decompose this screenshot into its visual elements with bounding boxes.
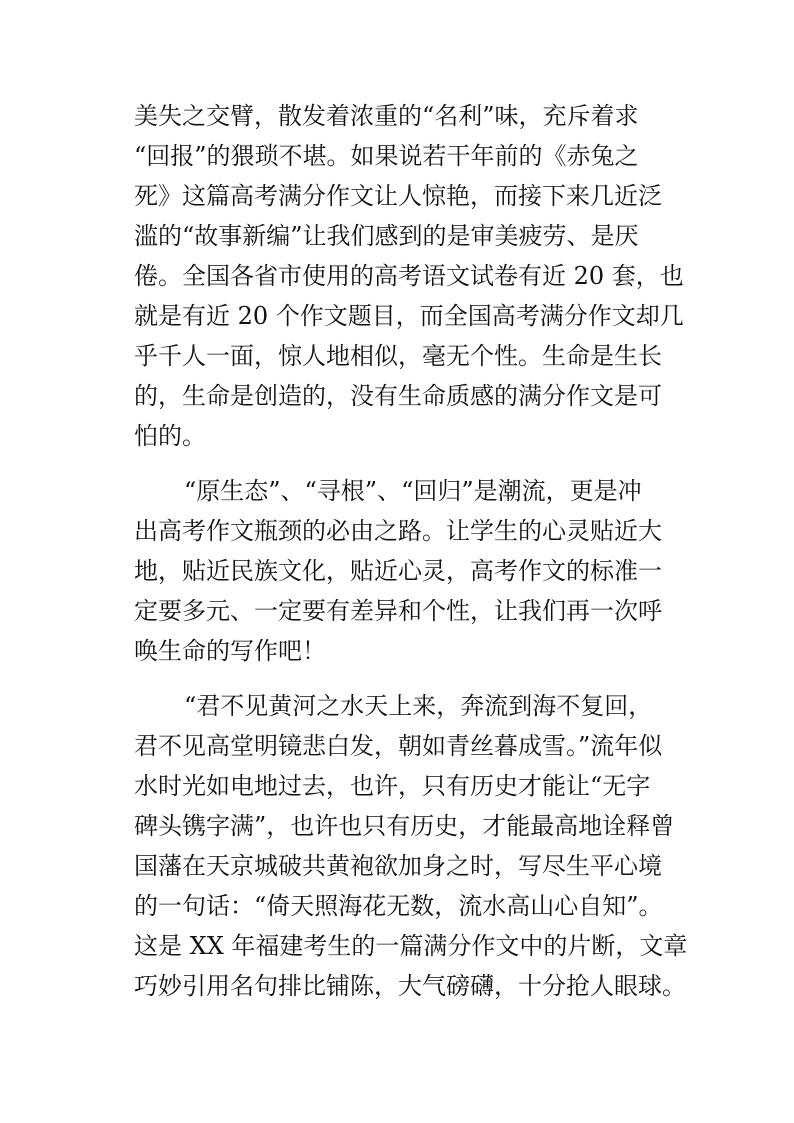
text-line: 唤生命的写作吧！ — [134, 637, 326, 665]
text-line: “回报”的猥琐不堪。如果说若干年前的《赤兔之 — [134, 142, 639, 170]
text-line: 乎千人一面，惊人地相似，毫无个性。生命是生长 — [134, 342, 662, 370]
document-body — [134, 96, 694, 1006]
text-line: 滥的“故事新编”让我们感到的是审美疲劳、是厌 — [134, 222, 639, 250]
text-line: 水时光如电地过去，也许，只有历史才能让“无字 — [134, 772, 651, 800]
text-line: 碑头镌字满”，也许也只有历史，才能最高地诠释曾 — [134, 812, 675, 840]
paragraph-2 — [134, 471, 694, 671]
text-line: 倦。全国各省市使用的高考语文试卷有近 20 套，也 — [134, 262, 684, 290]
text-line: 的，生命是创造的，没有生命质感的满分作文是可 — [134, 382, 662, 410]
text-line: 定要多元、一定要有差异和个性，让我们再一次呼 — [134, 597, 662, 625]
text-line: 就是有近 20 个作文题目，而全国高考满分作文却几 — [134, 302, 684, 330]
text-line: 出高考作文瓶颈的必由之路。让学生的心灵贴近大 — [134, 517, 662, 545]
text-line: “君不见黄河之水天上来，奔流到海不复回， — [184, 692, 653, 720]
text-line: 巧妙引用名句排比铺陈，大气磅礴，十分抢人眼球。 — [134, 972, 686, 1000]
text-line: 这是 XX 年福建考生的一篇满分作文中的片断，文章 — [134, 932, 688, 960]
text-line: 国藩在天京城破共黄袍欲加身之时，写尽生平心境 — [134, 852, 662, 880]
text-line: “原生态”、“寻根”、“回归”是潮流，更是冲 — [184, 477, 642, 505]
text-line: 的一句话：“倚天照海花无数，流水高山心自知”。 — [134, 892, 663, 920]
paragraph-3 — [134, 686, 694, 1006]
text-line: 怕的。 — [134, 422, 206, 450]
paragraph-1 — [134, 96, 694, 456]
text-line: 君不见高堂明镜悲白发，朝如青丝暮成雪。”流年似 — [134, 732, 663, 760]
text-line: 美失之交臂，散发着浓重的“名利”味，充斥着求 — [134, 102, 639, 130]
text-line: 地，贴近民族文化，贴近心灵，高考作文的标准一 — [134, 557, 662, 585]
text-line: 死》这篇高考满分作文让人惊艳，而接下来几近泛 — [134, 182, 662, 210]
